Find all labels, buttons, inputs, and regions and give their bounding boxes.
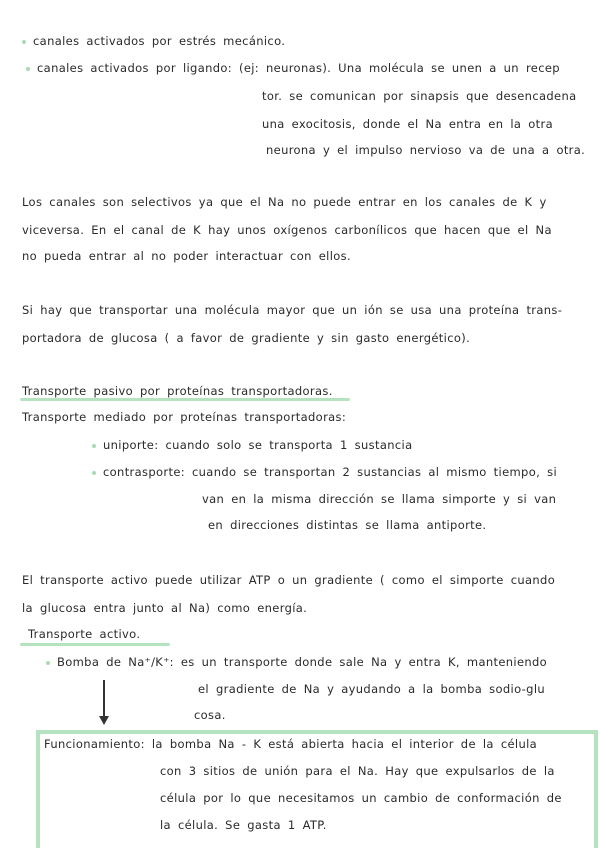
text-line: contrasporte: cuando se transportan 2 sustancias al mismo tiempo, si: [103, 465, 557, 479]
text-line: canales activados por estrés mecánico.: [33, 34, 286, 48]
bullet-dot: [46, 661, 50, 665]
arrow-head-icon: [99, 716, 109, 725]
bullet-dot: [22, 40, 26, 44]
text-line: la glucosa entra junto al Na) como energía.: [22, 601, 308, 615]
text-line: con 3 sitios de unión para el Na. Hay que expulsarlos de la: [160, 764, 555, 778]
text-line: El transporte activo puede utilizar ATP o un gradiente ( como el simporte cuando: [22, 573, 556, 587]
text-line: tor. se comunican por sinapsis que desencadena: [262, 89, 577, 103]
text-line: neurona y el impulso nervioso va de una a otra.: [266, 143, 586, 157]
text-line: Bomba de Na⁺/K⁺: es un transporte donde sale Na y entra K, manteniendo: [57, 655, 548, 669]
text-line: una exocitosis, donde el Na entra en la otra: [262, 117, 554, 131]
text-line: viceversa. En el canal de K hay unos oxígenos carbonílicos que hacen que el Na: [22, 223, 552, 237]
heading-transporte-activo: Transporte activo.: [28, 627, 141, 641]
text-line: cosa.: [194, 708, 226, 722]
text-line: Si hay que transportar una molécula mayor que un ión se usa una proteína trans-: [22, 303, 563, 317]
text-line: Funcionamiento: la bomba Na - K está abierta hacia el interior de la célula: [44, 737, 538, 751]
bullet-dot: [92, 444, 96, 448]
text-line: el gradiente de Na y ayudando a la bomba sodio-glu: [198, 682, 546, 696]
text-line: no pueda entrar al no poder interactuar con ellos.: [22, 249, 351, 263]
text-line: en direcciones distintas se llama antiporte.: [208, 518, 487, 532]
text-line: portadora de glucosa ( a favor de gradiente y sin gasto energético).: [22, 331, 471, 345]
bullet-dot: [92, 471, 96, 475]
text-line: Transporte mediado por proteínas transportadoras:: [22, 410, 347, 424]
bullet-canales-ligando: [26, 61, 560, 75]
heading-underline: [20, 398, 350, 401]
bullet-bomba-na-k: [46, 655, 547, 669]
heading-transporte-pasivo: Transporte pasivo por proteínas transportadoras.: [22, 384, 333, 398]
heading-underline: [20, 643, 170, 646]
text-line: Los canales son selectivos ya que el Na no puede entrar en los canales de K y: [22, 195, 547, 209]
bullet-uniporte: [92, 438, 412, 452]
text-line: célula por lo que necesitamos un cambio de conformación de: [160, 791, 562, 805]
bullet-dot: [26, 67, 30, 71]
bullet-contrasporte: [92, 465, 557, 479]
text-line: canales activados por ligando: (ej: neuronas). Una molécula se unen a un recep: [37, 61, 560, 75]
arrow-down-icon: [103, 680, 105, 720]
text-line: van en la misma dirección se llama simporte y si van: [202, 492, 557, 506]
bullet-canales-mecanico: [22, 34, 285, 48]
text-line: uniporte: cuando solo se transporta 1 sustancia: [103, 438, 413, 452]
text-line: la célula. Se gasta 1 ATP.: [160, 818, 327, 832]
